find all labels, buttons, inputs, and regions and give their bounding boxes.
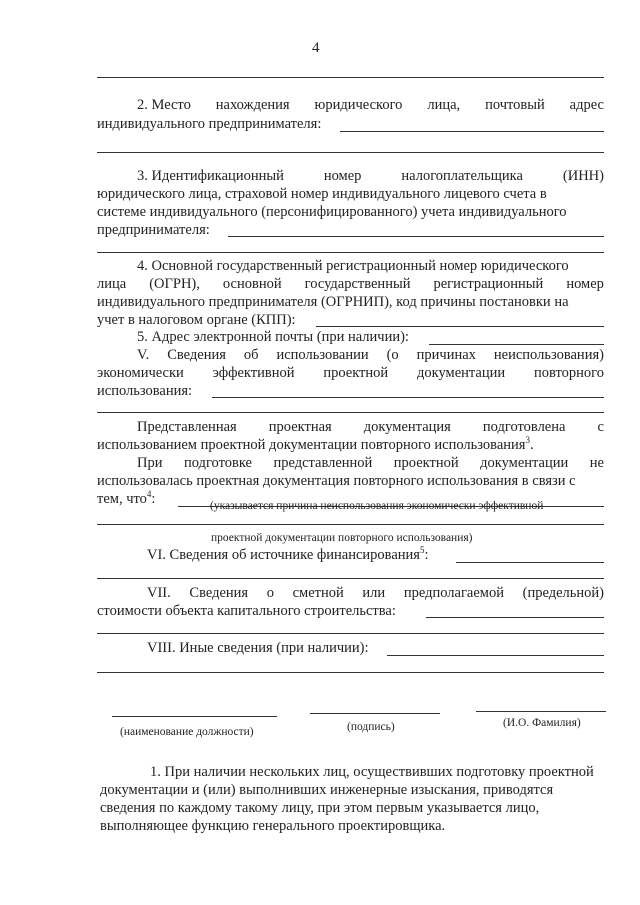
signature-position-caption: (наименование должности) [120, 726, 254, 738]
section-4-line-2: лица (ОГРН), основной государственный регистрационный номер [97, 276, 604, 292]
footnote-ref-3: 3 [525, 435, 530, 446]
section-v-para2-line-2: использовалась проектная документация повторного использования в связи с [97, 473, 576, 489]
section-v-hint-2: проектной документации повторного использования) [211, 532, 473, 544]
section-4-line-1: 4. Основной государственный регистрационный номер юридического [137, 258, 569, 274]
section-3-line-1: 3. Идентификационный номер налогоплательщика (ИНН) [137, 168, 604, 184]
section-5-line-1: 5. Адрес электронной почты (при наличии): [137, 329, 409, 345]
signature-name-line[interactable] [476, 711, 606, 712]
blank-line [97, 672, 604, 673]
section-v-line-2: экономически эффективной проектной документации повторного [97, 365, 604, 381]
section-4-line-4: учет в налоговом органе (КПП): [97, 312, 296, 328]
section-3-line-4: предпринимателя: [97, 222, 210, 238]
section-3-line-3: системе индивидуального (персонифицированного) учета индивидуального [97, 204, 567, 220]
footnote-ref-4: 4 [146, 489, 152, 500]
footnote-line-3: сведения по каждому такому лицу, при этом первым указывается лицо, [100, 800, 540, 816]
footnote-line-4: выполняющее функцию генерального проектировщика. [100, 818, 446, 834]
section-v-para2-line-1: При подготовке представленной проектной документации не [137, 455, 604, 471]
section-5-field[interactable] [429, 344, 604, 345]
section-v-para1-line-2: использованием проектной документации повторного использования$^3$. [97, 435, 534, 453]
signature-sign-line[interactable] [310, 713, 440, 714]
section-vii-line-1: VII. Сведения о сметной или предполагаемой (предельной) [147, 585, 604, 601]
section-2-line-2: индивидуального предпринимателя: [97, 116, 322, 132]
section-v-field[interactable] [212, 397, 604, 398]
blank-line [97, 524, 604, 525]
section-vi-line-1: VI. Сведения об источнике финансирования$^5$: [147, 545, 429, 563]
signature-name-caption: (И.О. Фамилия) [503, 717, 581, 729]
signature-position-line[interactable] [112, 716, 277, 717]
footnote-ref-5: 5 [419, 545, 425, 556]
section-viii-field[interactable] [387, 655, 604, 656]
section-3-field[interactable] [228, 236, 604, 237]
section-vii-line-2: стоимости объекта капитального строительства: [97, 603, 396, 619]
section-v-hint-1: (указывается причина неиспользования экономически эффективной [210, 500, 544, 512]
section-4-line-3: индивидуального предпринимателя (ОГРНИП), код причины постановки на [97, 294, 569, 310]
section-vii-field[interactable] [426, 617, 604, 618]
page-number: 4 [312, 40, 320, 56]
blank-line [97, 412, 604, 413]
section-v-para2-line-3: тем, что$^4$: [97, 489, 156, 507]
section-vi-field[interactable] [456, 562, 604, 563]
section-v-line-3: использования: [97, 383, 193, 399]
blank-line [97, 252, 604, 253]
signature-sign-caption: (подпись) [347, 721, 395, 733]
section-2-line-1: 2. Место нахождения юридического лица, почтовый адрес [137, 97, 604, 113]
blank-line [97, 578, 604, 579]
blank-line [97, 152, 604, 153]
section-viii-line-1: VIII. Иные сведения (при наличии): [147, 640, 369, 656]
section-3-line-2: юридического лица, страховой номер индивидуального лицевого счета в [97, 186, 547, 202]
section-2-field[interactable] [340, 131, 604, 132]
footnote-line-2: документации и (или) выполнивших инженерные изыскания, приводятся [100, 782, 554, 798]
blank-line [97, 633, 604, 634]
section-v-para1-line-1: Представленная проектная документация подготовлена с [137, 419, 604, 435]
footnote-line-1: 1. При наличии нескольких лиц, осуществивших подготовку проектной [150, 764, 594, 780]
section-v-line-1: V. Сведения об использовании (о причинах неиспользования) [137, 347, 604, 363]
blank-line [97, 77, 604, 78]
section-4-field[interactable] [316, 326, 604, 327]
